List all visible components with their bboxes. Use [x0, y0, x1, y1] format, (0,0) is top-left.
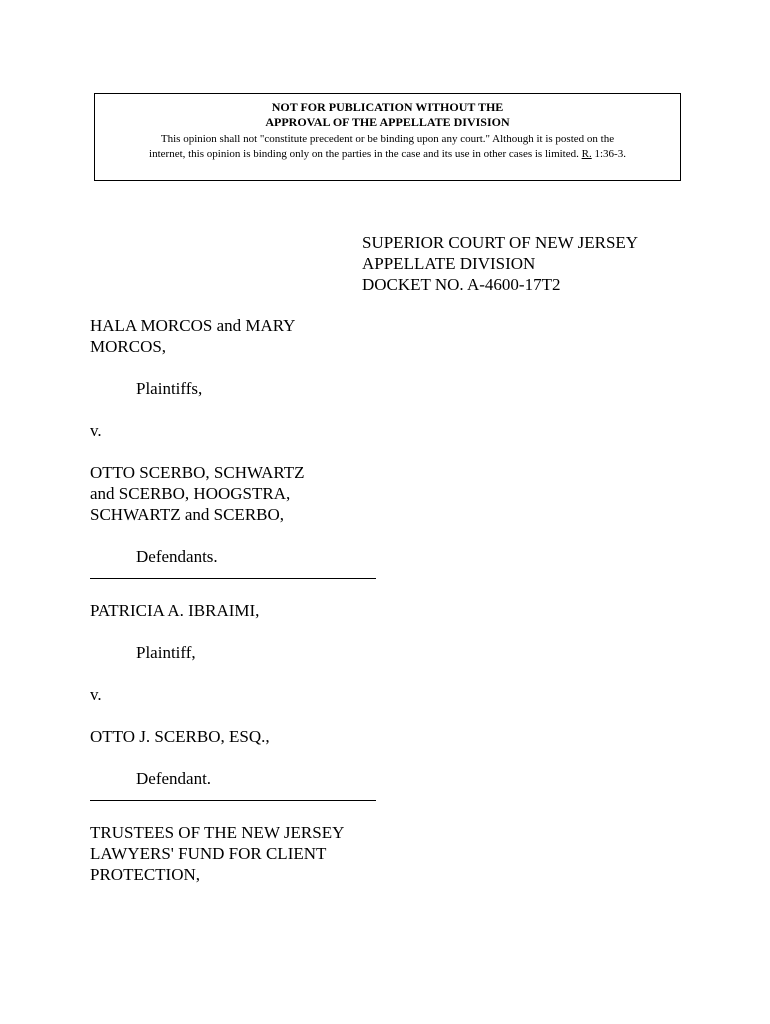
case2-defendant-line-1: OTTO J. SCERBO, ESQ., — [90, 727, 270, 746]
case1-defendants-line-3: SCHWARTZ and SCERBO, — [90, 505, 285, 524]
case-caption — [90, 315, 410, 885]
case3-party-line-3: PROTECTION, — [90, 865, 201, 884]
case1-plaintiffs-line-1: HALA MORCOS and MARY — [90, 316, 296, 335]
notice-body-line-1: This opinion shall not "constitute precedent or be binding upon any court." Although it is posted on the — [160, 133, 615, 145]
court-name: SUPERIOR COURT OF NEW JERSEY — [362, 233, 639, 252]
notice-body-line-2: internet, this opinion is binding only on the parties in the case and its use in other cases is limited. — [149, 148, 579, 160]
case1-defendants-role: Defendants. — [136, 547, 218, 566]
court-division: APPELLATE DIVISION — [362, 254, 536, 273]
case3-party-line-1: TRUSTEES OF THE NEW JERSEY — [90, 823, 345, 842]
case1-defendants-line-1: OTTO SCERBO, SCHWARTZ — [90, 463, 305, 482]
notice-rule-cite: 1:36-3. — [594, 148, 626, 160]
case1-versus: v. — [90, 421, 102, 440]
case1-plaintiffs-line-2: MORCOS, — [90, 337, 167, 356]
case2-versus: v. — [90, 685, 102, 704]
caption-divider-1 — [90, 567, 376, 579]
notice-body — [95, 132, 680, 162]
case2-defendant-role: Defendant. — [136, 769, 212, 788]
notice-title-line-2: APPROVAL OF THE APPELLATE DIVISION — [265, 115, 510, 129]
case2-plaintiff-line-1: PATRICIA A. IBRAIMI, — [90, 601, 260, 620]
docket-number: DOCKET NO. A-4600-17T2 — [362, 275, 561, 294]
case3-party-line-2: LAWYERS' FUND FOR CLIENT — [90, 844, 327, 863]
publication-notice-box — [94, 93, 681, 181]
notice-title-line-1: NOT FOR PUBLICATION WITHOUT THE — [271, 100, 504, 114]
case1-defendants-line-2: and SCERBO, HOOGSTRA, — [90, 484, 291, 503]
case1-plaintiffs-role: Plaintiffs, — [136, 379, 203, 398]
notice-rule-letter: R. — [581, 148, 592, 160]
caption-divider-2 — [90, 789, 376, 801]
case2-plaintiff-role: Plaintiff, — [136, 643, 196, 662]
court-heading — [362, 232, 638, 295]
